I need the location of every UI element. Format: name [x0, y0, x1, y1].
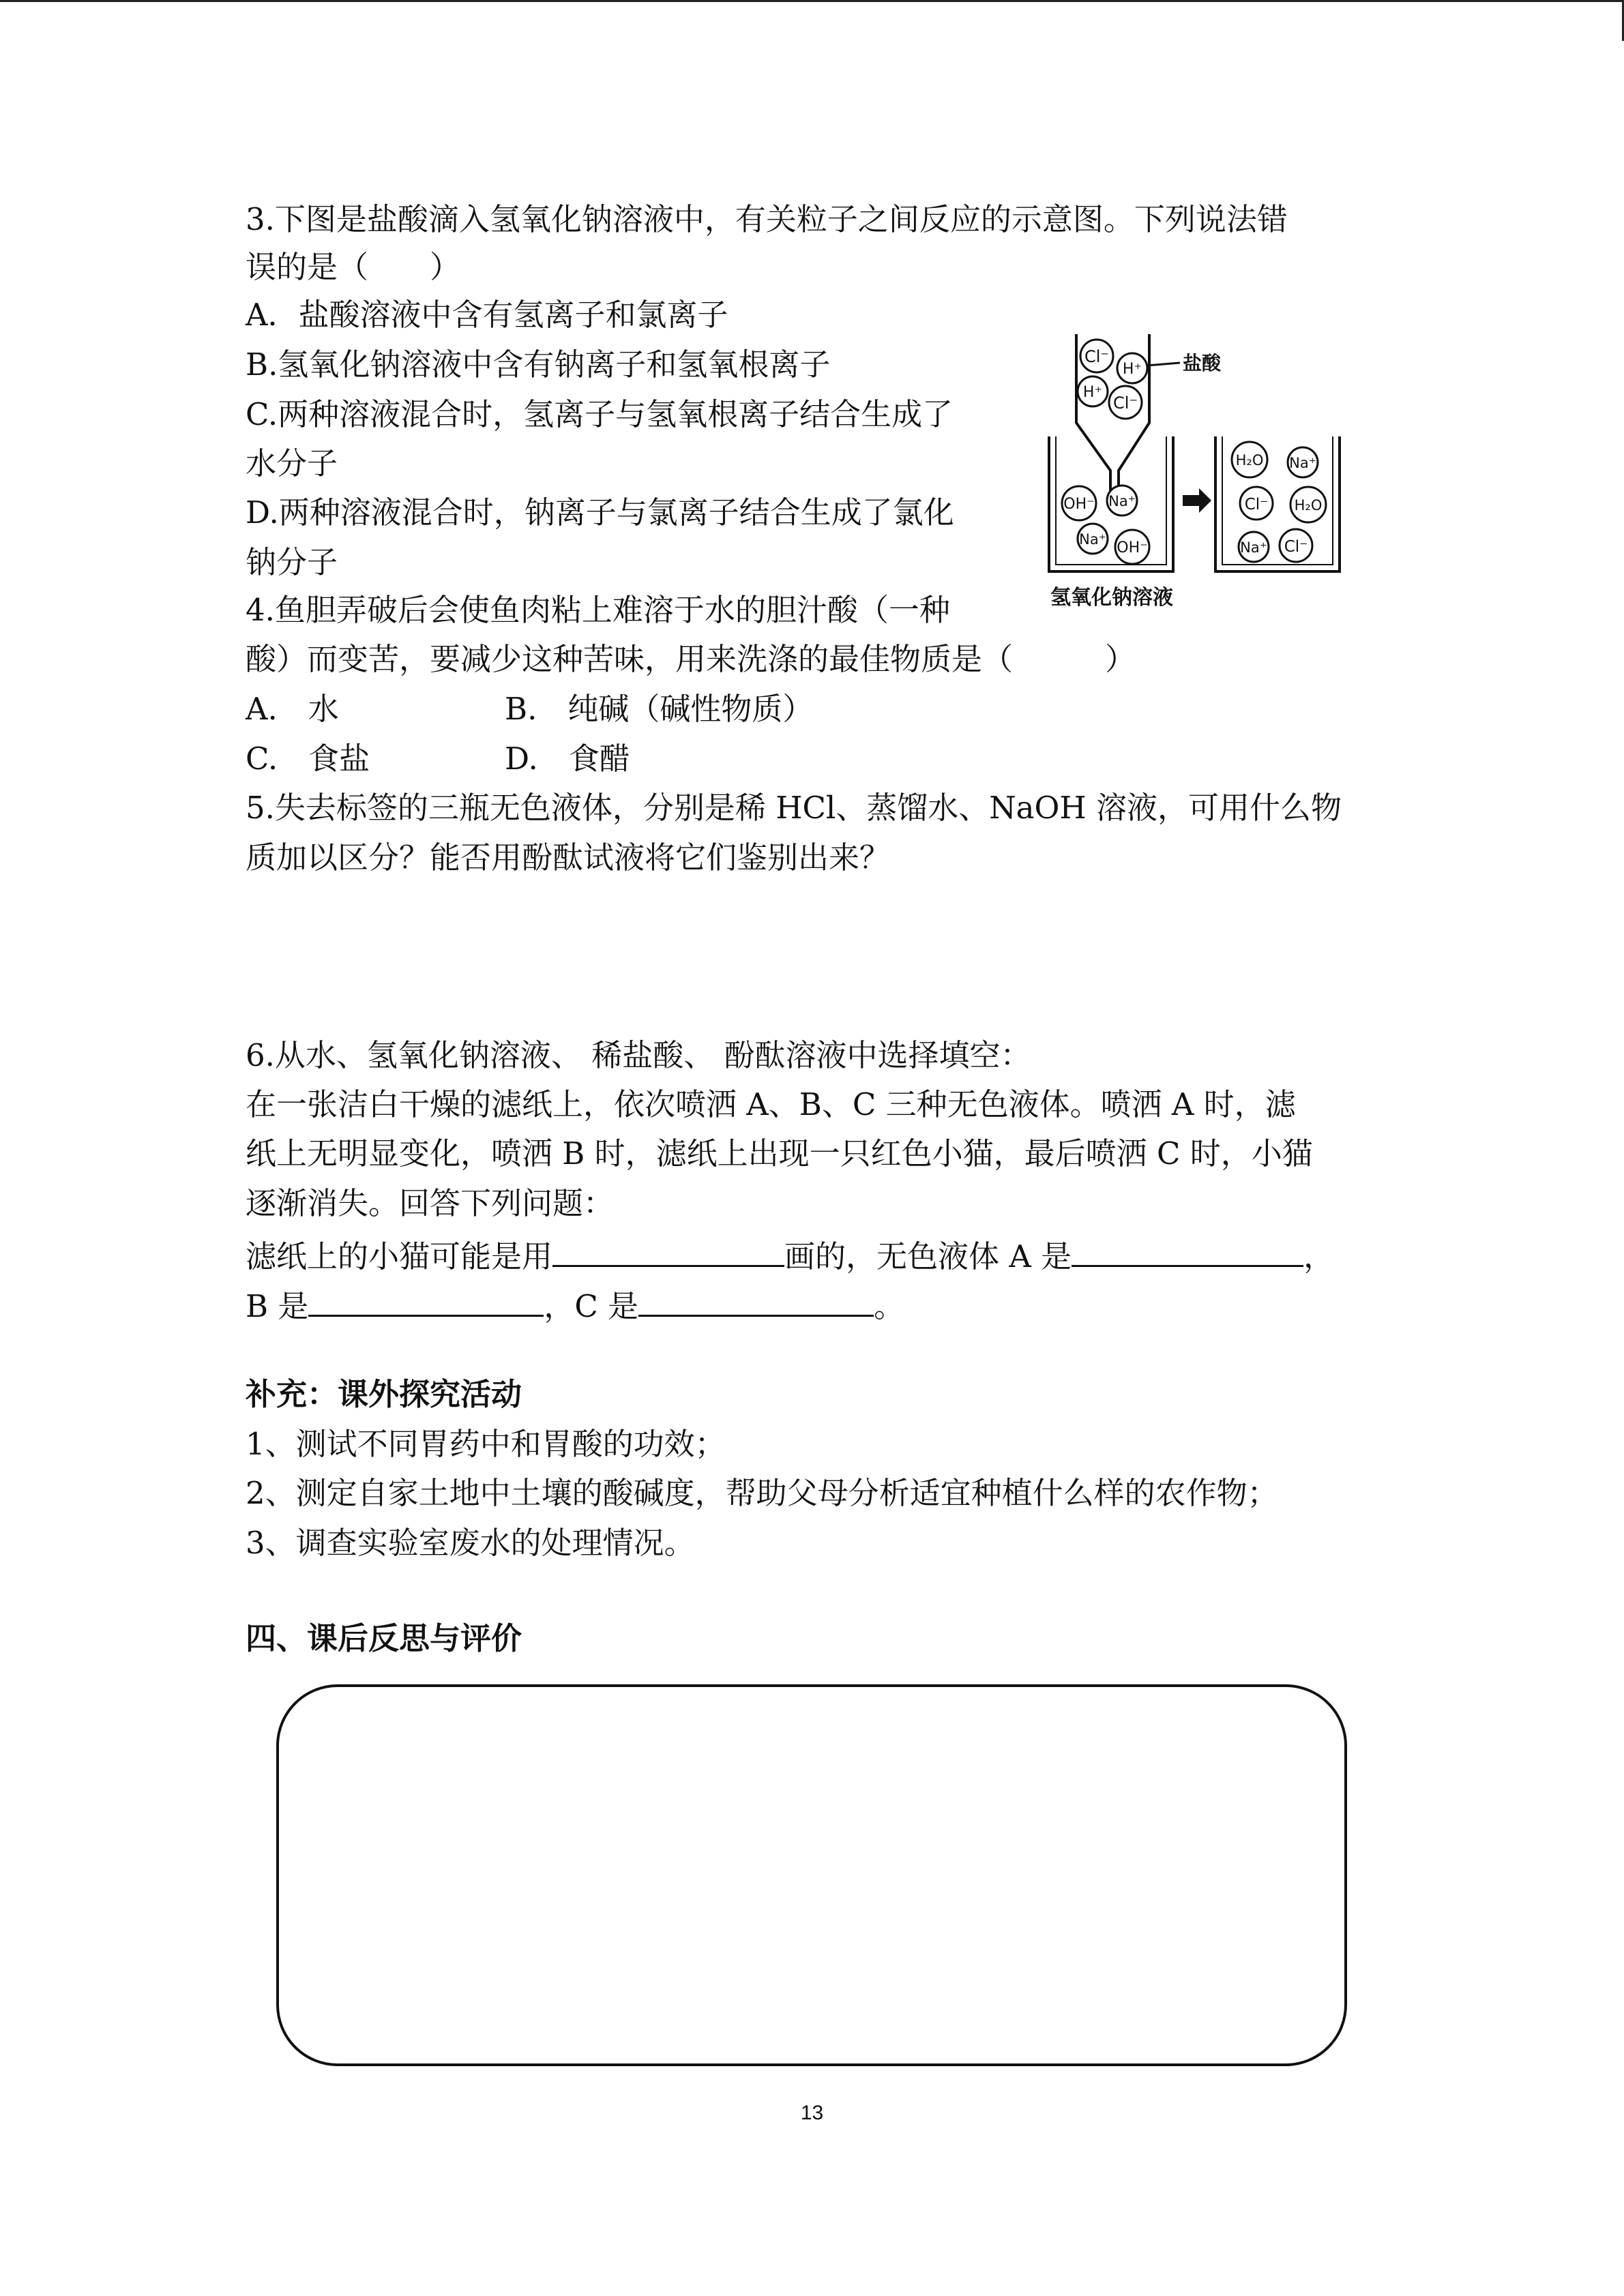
q6-line3: 纸上无明显变化，喷洒 B 时，滤纸上出现一只红色小猫，最后喷洒 C 时，小猫 [246, 1135, 1313, 1172]
ion-cl-label: Cl⁻ [1244, 496, 1269, 513]
q4-options-row2 [246, 739, 630, 779]
q4-stem-line2: 酸）而变苦，要减少这种苦味，用来洗涤的最佳物质是（ ） [246, 641, 1136, 677]
q4-stem-line1: 4.鱼胆弄破后会使鱼肉粘上难溶于水的胆汁酸（一种 [246, 592, 950, 628]
reflection-answer-box[interactable] [276, 1684, 1347, 2066]
ion-cl-label: Cl⁻ [1284, 538, 1308, 556]
supplement-item-1: 1、测试不同胃药中和胃酸的功效； [246, 1426, 726, 1462]
q6-fill2-text-b: ，C 是 [544, 1288, 639, 1324]
ion-na-label: Na⁺ [1289, 455, 1316, 471]
molecule-h2o-label: H₂O [1235, 452, 1264, 468]
q3-option-c-line1: C.两种溶液混合时，氢离子与氢氧根离子结合生成了 [246, 396, 954, 432]
q3-option-c-line2: 水分子 [246, 445, 338, 481]
q4-option-c: C. 食盐 [246, 741, 370, 777]
answer-blank-a[interactable] [1072, 1231, 1303, 1267]
ion-h-label: H⁺ [1122, 361, 1142, 378]
answer-blank-cat[interactable] [552, 1231, 784, 1267]
q6-fill1-text-b: 画的，无色液体 A 是 [784, 1238, 1072, 1274]
acid-pointer [1147, 363, 1180, 366]
ion-h-label: H⁺ [1082, 384, 1103, 401]
q3-option-d-line2: 钠分子 [246, 544, 338, 580]
q3-option-a: A．盐酸溶液中含有氢离子和氯离子 [246, 297, 728, 333]
answer-blank-b[interactable] [308, 1281, 544, 1317]
ion-oh-label: OH⁻ [1063, 496, 1095, 513]
ion-cl-label: Cl⁻ [1112, 393, 1138, 413]
q5-line2: 质加以区分？能否用酚酞试液将它们鉴别出来？ [246, 839, 891, 876]
ion-cl-label: Cl⁻ [1084, 347, 1110, 366]
q3-stem-line2: 误的是（ ） [246, 249, 461, 285]
ion-na-label: Na⁺ [1108, 493, 1136, 509]
q6-fill-line1 [246, 1231, 1334, 1277]
q5-line1: 5.失去标签的三瓶无色液体，分别是稀 HCl、蒸馏水、NaOH 溶液，可用什么物 [246, 790, 1342, 826]
q6-fill1-text-a: 滤纸上的小猫可能是用 [246, 1238, 553, 1274]
q4-options-row1 [246, 689, 813, 730]
reaction-diagram [1037, 334, 1357, 621]
q3-option-d-line1: D.两种溶液混合时，钠离子与氯离子结合生成了氯化 [246, 494, 954, 531]
q6-fill1-text-c: ， [1303, 1238, 1335, 1274]
q4-option-b: B. 纯碱（碱性物质） [505, 691, 814, 727]
answer-blank-c[interactable] [638, 1281, 874, 1317]
q3-stem-line1: 3.下图是盐酸滴入氢氧化钠溶液中，有关粒子之间反应的示意图。下列说法错 [246, 201, 1288, 237]
supplement-item-3: 3、调查实验室废水的处理情况。 [246, 1525, 695, 1561]
supplement-title: 补充：课外探究活动 [246, 1376, 522, 1412]
q6-line2: 在一张洁白干燥的滤纸上，依次喷洒 A、B、C 三种无色液体。喷洒 A 时，滤 [246, 1086, 1296, 1122]
q3-option-b: B.氢氧化钠溶液中含有钠离子和氢氧根离子 [246, 346, 831, 383]
q4-option-a: A. 水 [246, 691, 339, 727]
q6-fill2-text-a: B 是 [246, 1288, 309, 1324]
page-top-border [0, 0, 1624, 2]
molecule-h2o-label: H₂O [1294, 497, 1323, 513]
ion-na-label: Na⁺ [1079, 531, 1106, 548]
ion-na-label: Na⁺ [1240, 539, 1267, 556]
q6-line1: 6.从水、氢氧化钠溶液、 稀盐酸、 酚酞溶液中选择填空： [246, 1037, 1031, 1073]
q6-line4: 逐渐消失。回答下列问题： [246, 1185, 615, 1221]
page-number: 13 [800, 2102, 824, 2124]
ion-oh-label: OH⁻ [1117, 539, 1148, 556]
supplement-item-2: 2、测定自家土地中土壤的酸碱度，帮助父母分析适宜种植什么样的农作物； [246, 1475, 1278, 1511]
section4-title: 四、课后反思与评价 [246, 1620, 522, 1656]
q4-option-d: D. 食醋 [505, 741, 630, 777]
q6-fill2-text-c: 。 [874, 1288, 905, 1324]
reaction-arrow-icon [1183, 488, 1211, 513]
label-acid: 盐酸 [1183, 352, 1222, 374]
q6-fill-line2 [246, 1281, 904, 1327]
label-base-solution: 氢氧化钠溶液 [1050, 586, 1173, 610]
